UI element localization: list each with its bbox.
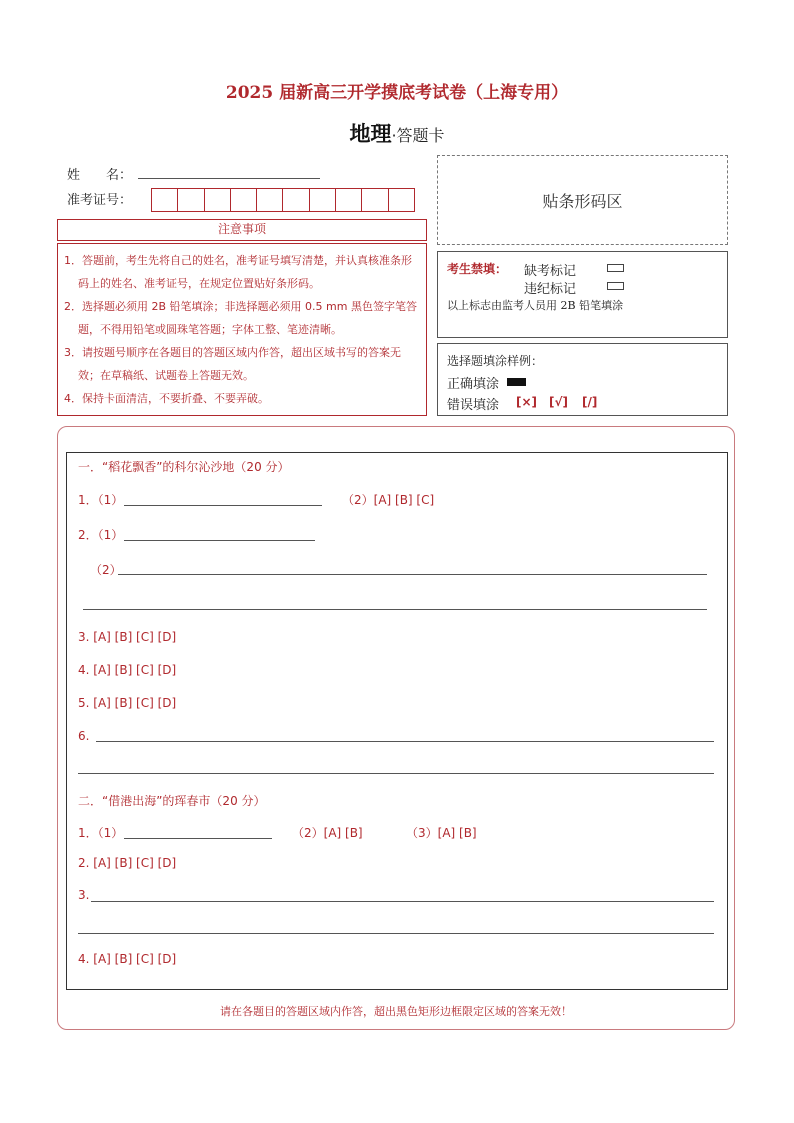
sample-title: 选择题填涂样例： [447,354,544,368]
barcode-area [437,155,728,245]
notice-item: 4．保持卡面清洁，不要折叠、不要弄破。 [64,392,269,405]
s1-q5-options[interactable]: 5. [A] [B] [C] [D] [78,696,177,710]
s2-q1-label: 1．（1） [78,826,124,840]
s2-q1-part3-options[interactable]: （3）[A] [B] [406,826,477,840]
wrong-mark: [/] [582,395,598,409]
wrong-mark: [×] [516,395,538,409]
s2-q3-label: 3. [78,888,90,902]
wrong-fill-label: 错误填涂 [447,398,500,413]
s1-q2-part2-answer-line[interactable] [83,609,707,610]
s1-q2-answer-line[interactable] [124,540,315,541]
name-label: 姓 名： [67,168,133,183]
violation-mark-label: 违纪标记 [524,282,577,297]
id-digit-box[interactable] [336,189,362,211]
ban-note: 以上标志由监考人员用 2B 铅笔填涂 [447,299,624,312]
id-digit-box[interactable] [205,189,231,211]
s1-q6-label: 6. [78,729,90,743]
id-digit-box[interactable] [152,189,178,211]
subject-name: 地理 [349,121,392,146]
s1-q6-answer-line[interactable] [78,773,714,774]
notice-item: 1．答题前，考生先将自己的姓名，准考证号填写清楚，并认真核准条形码上的姓名、准考证号，在规定位置贴好条形码。 [64,254,412,290]
barcode-label: 贴条形码区 [542,191,623,211]
id-digit-box[interactable] [178,189,204,211]
s1-q2-label: 2．（1） [78,528,124,542]
s2-q1-part2-options[interactable]: （2）[A] [B] [292,826,363,840]
correct-fill-mark [507,378,526,386]
s1-q4-options[interactable]: 4. [A] [B] [C] [D] [78,663,177,677]
id-digit-box[interactable] [257,189,283,211]
exam-title: 2025 届新高三开学摸底考试卷（上海专用） [225,83,569,103]
s2-q4-options[interactable]: 4. [A] [B] [C] [D] [78,952,177,966]
s1-q2-part2-answer-line[interactable] [118,574,707,575]
correct-fill-label: 正确填涂 [447,377,500,392]
notice-item: 2．选择题必须用 2B 铅笔填涂；非选择题必须用 0.5 mm 黑色签字笔答题，不得用铅笔或圆珠笔答题；字体工整、笔迹清晰。 [64,300,417,336]
id-digit-box[interactable] [389,189,414,211]
answer-area [66,452,728,990]
wrong-mark: [√] [549,395,568,409]
s1-q6-answer-line[interactable] [96,741,714,742]
exam-id-label: 准考证号： [67,193,133,208]
s1-q1-label: 1．（1） [78,493,124,507]
exam-id-boxes[interactable] [151,188,415,212]
s1-q1-part2-options[interactable]: （2）[A] [B] [C] [342,493,435,507]
id-digit-box[interactable] [362,189,388,211]
s2-q2-options[interactable]: 2. [A] [B] [C] [D] [78,856,177,870]
absent-mark-box[interactable] [607,264,624,272]
footer-warning: 请在各题目的答题区域内作答，超出黑色矩形边框限定区域的答案无效！ [220,1005,572,1018]
s1-q3-options[interactable]: 3. [A] [B] [C] [D] [78,630,177,644]
absent-mark-label: 缺考标记 [524,264,577,279]
s1-q1-answer-line[interactable] [124,505,322,506]
section-1-title: 一．“稻花飘香”的科尔沁沙地（20 分） [78,460,290,474]
id-digit-box[interactable] [283,189,309,211]
notice-body [57,243,427,416]
section-2-title: 二．“借港出海”的珲春市（20 分） [78,794,266,808]
s2-q3-answer-line[interactable] [91,901,714,902]
s1-q2-part2-label: （2） [90,563,122,577]
violation-mark-box[interactable] [607,282,624,290]
answer-card-label: ·答题卡 [391,126,445,145]
s2-q3-answer-line[interactable] [78,933,714,934]
notice-item: 3．请按题号顺序在各题目的答题区域内作答，超出区域书写的答案无效；在草稿纸、试题卷上答题无效。 [64,346,401,382]
id-digit-box[interactable] [231,189,257,211]
name-field[interactable] [138,178,320,179]
ban-label: 考生禁填： [447,262,508,276]
notice-heading: 注意事项 [57,219,427,241]
s2-q1-answer-line[interactable] [124,838,272,839]
id-digit-box[interactable] [310,189,336,211]
subject-title [0,118,794,148]
